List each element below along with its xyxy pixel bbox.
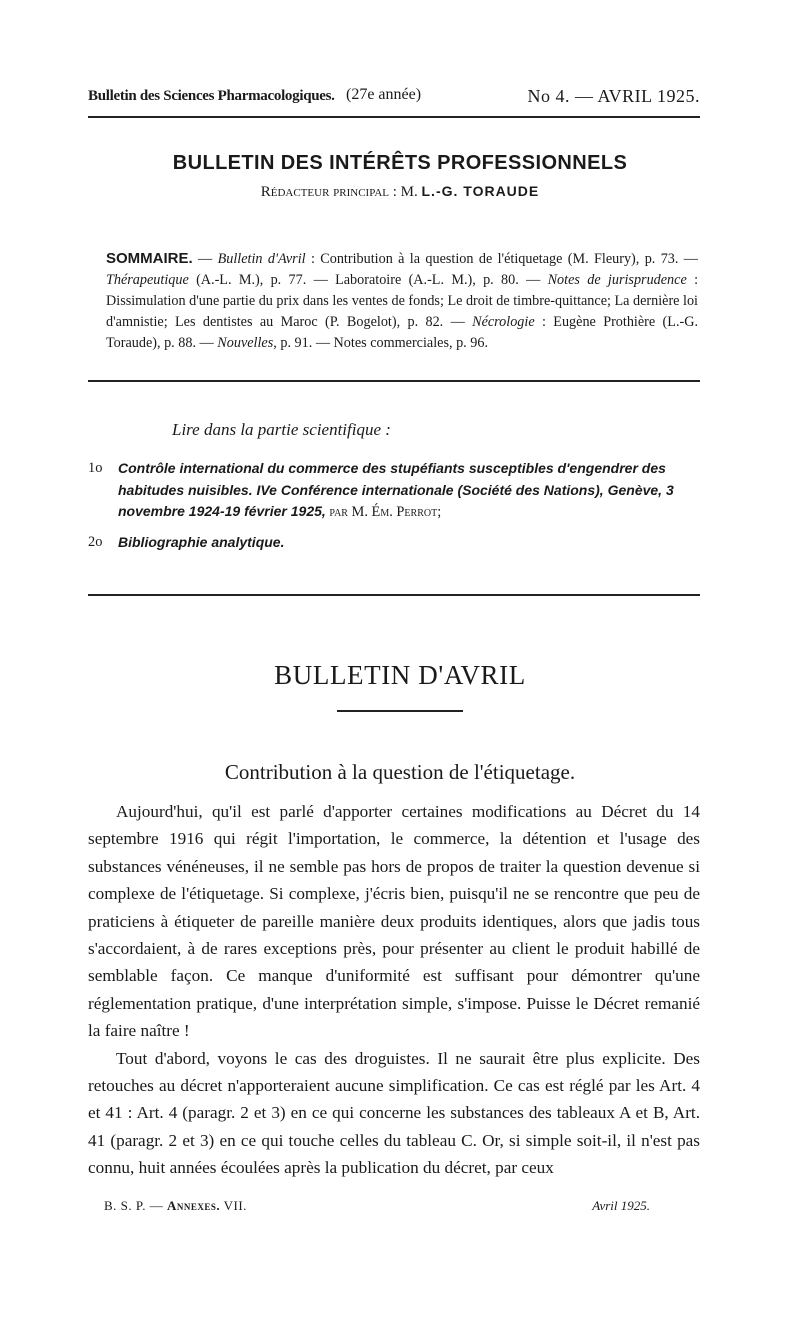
list-item-number: 1o — [88, 460, 103, 476]
list-item-title: Contrôle international du commerce des stupéfiants susceptibles d'engendrer des habitudes nuisibles. IVe Conférence internationale (Société des Nations), Genève, 3 novembre 1924-19 février 1925, — [118, 460, 674, 519]
journal-name: Bulletin des Sciences Pharmacologiques. — [88, 88, 335, 104]
section-title-rule — [337, 710, 463, 712]
journal-year: (27e année) — [346, 86, 422, 103]
summary-item-title: Nouvelles — [217, 335, 274, 351]
header-rule — [88, 116, 700, 118]
summary-item-title: Notes de jurisprudence — [547, 272, 687, 288]
article-paragraph: Tout d'abord, voyons le cas des droguistes. Il ne saurait être plus explicite. Des retouches au décret n'apporteraient aucune simplification. Ce cas est réglé par les Art. 4 et 41 : Art. 4 (paragr. 2 et 3) en ce qui concerne les substances des tableaux A et B, Art. 41 (paragr. 2 et 3) en ce qui touche celles du tableau C. Or, si simple soit-il, il n'est pas connu, huit années écoulées après la publication du décret, par ceux — [88, 1048, 700, 1178]
article-paragraph: Aujourd'hui, qu'il est parlé d'apporter certaines modifications au Décret du 14 septembre 1916 qui régit l'importation, le commerce, la détention et l'usage des substances vénéneuses, il ne semble pas hors de propos de traiter la question devenue si complexe de l'étiquetage. Si complexe, j'écris bien, puisqu'il ne se rencontre que peu de praticiens à étiqueter de pareille manière deux produits identiques, alors que jadis tous s'accordaient, à de rares exceptions près, pour présenter au client le produit habillé de semblable façon. Ce manque d'uniformité est suffisant pour démontrer qu'une réglementation pratique, d'une interprétation simple, s'impose. Puisse le Décret remanié la faire naître ! — [88, 802, 700, 1041]
list-item — [88, 458, 700, 523]
editor-label: Rédacteur principal : — [260, 184, 397, 200]
footer-date: Avril 1925. — [592, 1198, 650, 1213]
summary-text: (A.-L. M.), p. 77. — Laboratoire (A.-L. M.), p. 80. — — [188, 272, 548, 288]
summary — [106, 248, 698, 354]
summary-text: , p. 91. — Notes commerciales, p. 96. — [273, 335, 488, 351]
article-body — [88, 798, 700, 1182]
summary-item-title: Bulletin d'Avril — [217, 251, 306, 267]
issue-number: No 4. — AVRIL 1925. — [527, 86, 700, 106]
list-item — [88, 532, 700, 554]
footer-left — [104, 1198, 247, 1214]
editor-name: L.-G. TORAUDE — [421, 183, 540, 199]
section-title: BULLETIN D'AVRIL — [274, 660, 526, 690]
list-item-author: par M. Ém. Perrot; — [329, 504, 442, 520]
summary-rule — [88, 380, 700, 382]
page-footer — [104, 1198, 650, 1216]
summary-text: : Dissimulation d'une partie du prix dans les ventes de fonds; Le droit de timbre-quittance; La dernière loi d'amnistie; Les dentistes au Maroc (P. Bogelot), p. 82. — — [106, 272, 699, 330]
bulletin-editor — [0, 183, 800, 201]
summary-item-title: Thérapeutique — [106, 272, 189, 288]
scientific-list — [88, 458, 700, 562]
footer-label: Annexes. — [166, 1198, 221, 1213]
article-title: Contribution à la question de l'étiquetage. — [224, 760, 576, 784]
editor-name-prefix: M. — [400, 184, 418, 200]
summary-item-title: Nécrologie — [472, 314, 535, 330]
scientific-rule — [88, 594, 700, 596]
running-head — [88, 86, 700, 110]
summary-text: — — [192, 251, 218, 267]
list-item-title: Bibliographie analytique. — [118, 533, 285, 550]
summary-text: : Eugène Prothière (L.-G. Toraude), p. 88. — — [106, 314, 699, 351]
summary-text: : Contribution à la question de l'étiquetage (M. Fleury), p. 73. — — [305, 251, 698, 267]
scientific-heading: Lire dans la partie scientifique : — [172, 420, 391, 439]
summary-label: SOMMAIRE. — [106, 250, 193, 267]
footer-prefix: B. S. P. — — [104, 1198, 164, 1213]
list-item-number: 2o — [88, 533, 103, 550]
bulletin-title: BULLETIN DES INTÉRÊTS PROFESSIONNELS — [172, 152, 628, 174]
footer-suffix: VII. — [223, 1198, 247, 1213]
